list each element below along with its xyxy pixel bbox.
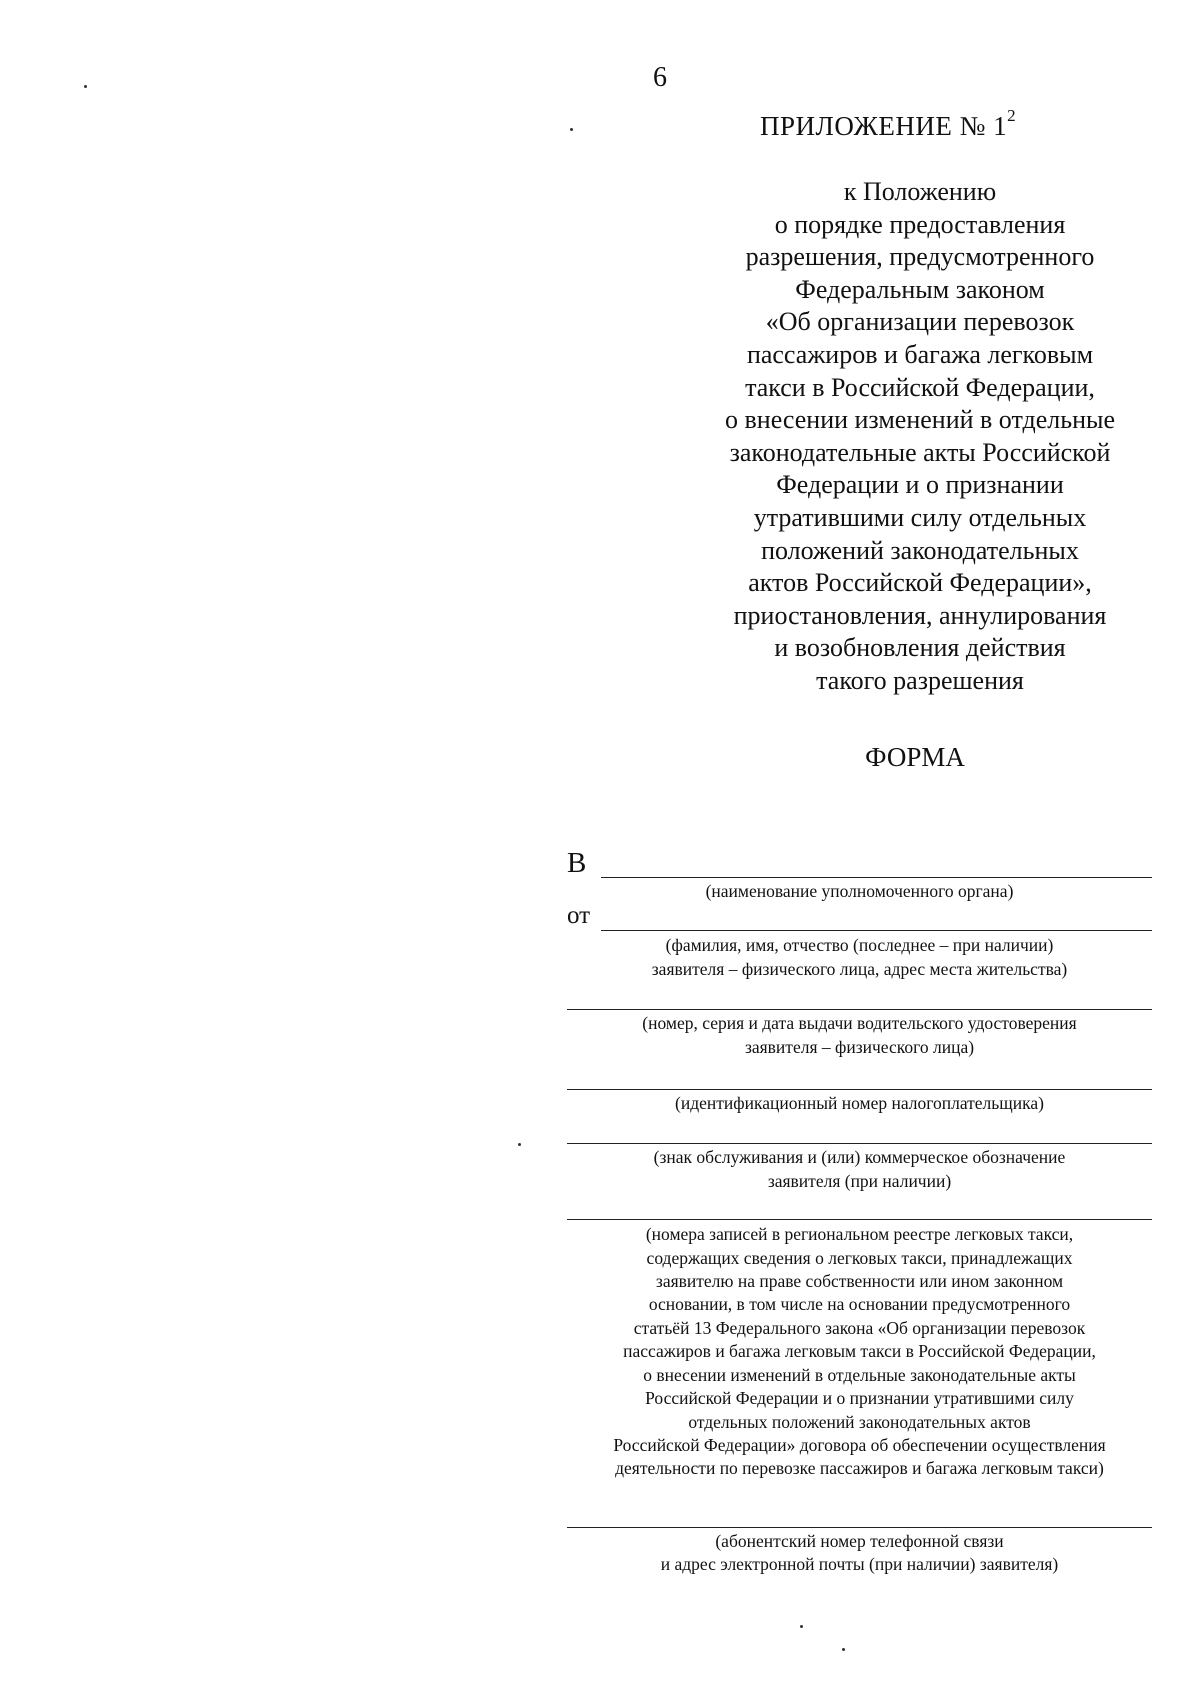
caption-line: деятельности по перевозке пассажиров и багажа легковым такси) (615, 1458, 1104, 1479)
regulation-line: к Положению (843, 177, 997, 206)
regulation-line: Федеральным законом (795, 274, 1045, 304)
caption-line: отдельных положений законодательных актов (688, 1411, 1031, 1432)
authority-input-line[interactable] (601, 851, 1152, 878)
trademark-input-line[interactable] (567, 1117, 1152, 1144)
scan-speck (518, 1143, 521, 1146)
caption-line: и адрес электронной почты (при наличии) заявителя) (660, 1554, 1059, 1575)
appendix-title (760, 106, 1017, 142)
caption-line: (наименование уполномоченного органа) (705, 881, 1014, 901)
caption-line: (абонентский номер телефонной связи (715, 1530, 1004, 1551)
applicant-field-row (567, 901, 1152, 931)
registry-numbers-caption (567, 1223, 1152, 1480)
regulation-line: законодательные акты Российской (729, 437, 1111, 467)
caption-line: пассажиров и багажа легковым такси в Российской Федерации, (623, 1341, 1096, 1362)
caption-line: (номера записей в региональном реестре легковых такси, (645, 1224, 1074, 1245)
page-number: 6 (653, 62, 667, 93)
tax-id-caption (567, 1092, 1152, 1115)
regulation-line: актов Российской Федерации», (748, 568, 1092, 598)
caption-line: о внесении изменений в отдельные законодательные акты (643, 1364, 1076, 1385)
registry-numbers-input-line[interactable] (567, 1193, 1152, 1220)
regulation-line: о порядке предоставления (774, 209, 1066, 239)
regulation-line: «Об организации перевозок (765, 307, 1075, 337)
applicant-fields (567, 848, 1152, 1577)
regulation-line: о внесении изменений в отдельные (725, 405, 1115, 435)
regulation-line: пассажиров и багажа легковым (746, 339, 1094, 369)
caption-line: заявителя – физического лица, адрес места жительства) (651, 958, 1068, 979)
caption-line: Российской Федерации и о признании утратившими силу (645, 1388, 1074, 1409)
contacts-input-line[interactable] (567, 1501, 1152, 1528)
caption-line: Российской Федерации» договора об обеспечении осуществления (613, 1434, 1106, 1455)
tax-id-input-line[interactable] (567, 1063, 1152, 1090)
scan-speck (800, 1625, 803, 1628)
to-prefix: В (567, 847, 587, 879)
driver-license-caption (567, 1012, 1152, 1059)
authority-field-row (567, 848, 1152, 878)
from-prefix: от (567, 902, 591, 930)
caption-line: основании, в том числе на основании предусмотренного (648, 1294, 1071, 1315)
appendix-superscript: 2 (1007, 106, 1017, 125)
caption-line: заявителя – физического лица) (744, 1036, 975, 1057)
driver-license-input-line[interactable] (567, 983, 1152, 1010)
caption-line: (фамилия, имя, отчество (последнее – при наличии) (665, 935, 1054, 956)
form-label: ФОРМА (865, 742, 965, 772)
regulation-line: такси в Российской Федерации, (745, 372, 1095, 402)
scan-speck (84, 85, 87, 88)
regulation-line: такого разрешения (816, 665, 1024, 695)
applicant-caption (567, 934, 1152, 981)
scan-speck (570, 128, 573, 131)
caption-line: статьёй 13 Федерального закона «Об организации перевозок (633, 1317, 1086, 1338)
caption-line: (знак обслуживания и (или) коммерческое обозначение (653, 1147, 1066, 1168)
regulation-line: приостановления, аннулирования (733, 600, 1107, 630)
appendix-title-text: ПРИЛОЖЕНИЕ № 1 (760, 111, 1008, 141)
caption-line: заявителю на праве собственности или ином законном (655, 1271, 1064, 1292)
regulation-line: утратившими силу отдельных (753, 502, 1087, 532)
caption-line: (номер, серия и дата выдачи водительского удостоверения (642, 1013, 1077, 1034)
caption-line: (идентификационный номер налогоплательщика) (675, 1093, 1044, 1114)
regulation-reference (690, 176, 1150, 698)
caption-line: заявителя (при наличии) (767, 1170, 952, 1191)
contacts-caption (567, 1530, 1152, 1577)
applicant-input-line[interactable] (601, 904, 1152, 931)
trademark-caption (567, 1146, 1152, 1193)
regulation-line: разрешения, предусмотренного (745, 242, 1095, 272)
scan-speck (842, 1648, 845, 1651)
regulation-line: и возобновления действия (774, 633, 1066, 663)
authority-caption (567, 880, 1152, 903)
regulation-line: положений законодательных (761, 535, 1079, 565)
caption-line: содержащих сведения о легковых такси, принадлежащих (646, 1247, 1073, 1268)
regulation-line: Федерации и о признании (776, 470, 1064, 500)
